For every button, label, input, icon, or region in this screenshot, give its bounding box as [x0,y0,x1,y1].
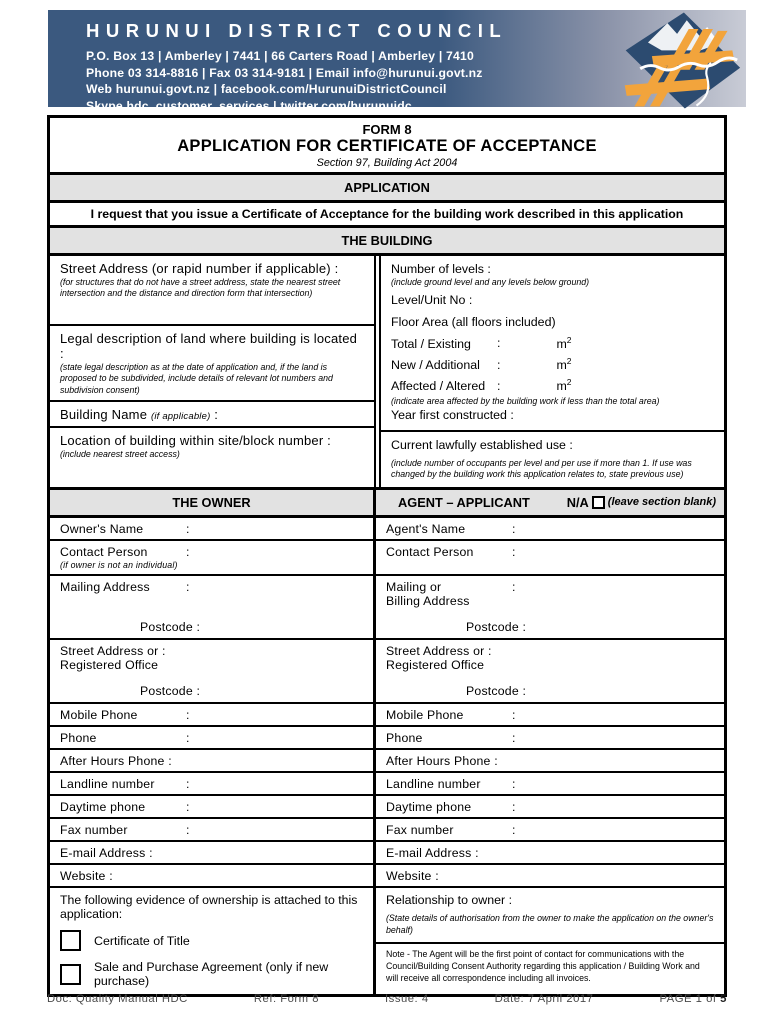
building-name-cell [50,402,374,428]
owner-field-cell [50,819,376,840]
agent-field-cell [376,727,724,748]
agent-field-cell [376,750,724,771]
field-colon: : [512,521,516,536]
level-unit-label: Level/Unit No : [391,293,473,308]
field-colon: : [186,708,190,723]
floor-area-new-row: New / Additional : $m^2$ [391,355,572,372]
owner-field-cell [50,773,376,794]
building-name-label: Building Name (if applicable) : [60,407,219,423]
field-colon: : [186,823,190,838]
relationship-note: (State details of authorisation from the owner to make the application on the owner's behalf) [386,913,714,935]
section-header-agent [376,490,724,515]
street-address-cell [50,256,374,326]
owner-agent-row [50,518,724,541]
street-address-label: Street Address (or rapid number if applicable) : [60,261,339,276]
section-header-the-owner: THE OWNER [50,490,376,515]
field-label: Daytime phone [386,800,472,815]
council-web-line: Web hurunui.govt.nz | facebook.com/HurunuiDistrictCouncil [86,82,447,97]
owner-field-cell [50,750,376,771]
na-checkbox[interactable] [592,496,605,509]
field-label: After Hours Phone [60,754,169,769]
owner-field-cell [50,796,376,817]
current-use-note: (include number of occupants per level and per use if more than 1. If use was changed by the building work this application relates to, state previous use) [391,458,692,480]
field-colon: : [168,754,172,769]
building-location-cell [50,428,374,487]
owner-agent-row [50,640,724,704]
field-label: After Hours Phone [386,754,495,769]
field-label: Mobile Phone [60,708,138,723]
owner-agent-rows [50,518,724,888]
request-statement: I request that you issue a Certificate of Acceptance for the building work described in this application [50,203,724,228]
field-colon: : [109,869,113,884]
owner-agent-row [50,576,724,640]
building-location-note: (include nearest street access) [60,449,180,460]
na-note: (leave section blank) [607,496,716,509]
agent-field-cell [376,518,724,539]
council-social-line: Skype hdc_customer_services | twitter.com/hurunuidc [86,98,412,113]
sale-purchase-row [60,960,363,988]
field-colon: : [512,777,516,792]
field-label: Fax number [386,823,454,838]
owner-agent-row [50,819,724,842]
owner-field-cell [50,704,376,725]
number-of-levels-label: Number of levels : [391,262,491,276]
agent-field-cell [376,773,724,794]
field-colon: : [435,869,439,884]
owner-agent-row [50,773,724,796]
field-colon: : [512,580,516,595]
agent-field-cell [376,865,724,886]
postcode-label: Postcode : [466,620,527,635]
form-subtitle: Section 97, Building Act 2004 [316,157,458,169]
field-colon: : [186,777,190,792]
postcode-label: Postcode : [140,684,201,699]
field-colon: : [512,823,516,838]
agent-field-cell [376,842,724,863]
field-label: Street Address or [386,644,489,659]
na-label: N/A [566,494,589,510]
floor-area-affected-row: Affected / Altered : $m^2$ [391,376,572,393]
field-label: Contact Person [60,544,148,559]
owner-field-cell [50,518,376,539]
postcode-label: Postcode : [466,684,527,699]
owner-agent-row [50,865,724,888]
agent-field-cell [376,576,724,638]
building-name-inline-note: (if applicable) [150,411,211,423]
field-colon: : [186,731,190,746]
legal-description-note: (state legal description as at the date of application and, if the land is proposed to be subdivided, include details of relevant lot numbers and subdivision consent) [60,362,333,395]
legal-description-cell [50,326,374,402]
evidence-intro: The following evidence of ownership is attached to this application: [60,893,358,922]
owner-agent-row [50,842,724,865]
field-label: Contact Person [386,544,474,559]
field-label: Website [60,869,110,884]
certificate-of-title-label: Certificate of Title [94,933,190,948]
section-header-the-building: THE BUILDING [50,228,724,256]
floor-area-total-row: Total / Existing : $m^2$ [391,334,572,351]
agent-field-cell [376,640,724,702]
owner-agent-row [50,704,724,727]
field-colon: : [186,800,190,815]
sale-purchase-checkbox[interactable] [60,964,81,985]
agent-field-cell [376,796,724,817]
field-label-line2: Registered Office [386,658,485,673]
field-label-line2: Billing Address [386,594,470,609]
section-header-application: APPLICATION [50,175,724,203]
postcode-label: Postcode : [140,620,201,635]
evidence-cell [50,888,376,994]
owner-field-cell [50,640,376,702]
field-colon: : [149,846,153,861]
agent-first-contact-note: Note - The Agent will be the first point of contact for communications with the Council/Building Consent Authority regarding this application / Building Work and will receive all correspondence including all invoices. [386,949,700,983]
floor-area-label: Floor Area (all floors included) [391,315,556,330]
agent-na-group [567,495,716,510]
agent-field-cell [376,704,724,725]
relationship-label: Relationship to owner : [386,893,513,908]
owner-field-cell [50,541,376,574]
floor-area-note: (indicate area affected by the building work if less than the total area) [391,395,660,406]
owner-agent-row [50,750,724,773]
field-colon: : [494,754,498,769]
field-label: Landline number [60,777,155,792]
field-colon: : [512,800,516,815]
field-label: Phone [60,731,97,746]
field-label: Daytime phone [60,800,146,815]
owner-field-cell [50,865,376,886]
street-address-note: (for structures that do not have a street address, state the nearest street intersection and the distance and direction form that intersection) [60,277,341,299]
relationship-to-owner [376,888,724,944]
building-right-column [379,256,724,487]
field-label: Owner's Name [60,521,144,536]
field-note: (if owner is not an individual) [60,559,178,570]
field-colon: : [186,521,190,536]
owner-field-cell [50,842,376,863]
number-of-levels-note: (include ground level and any levels below ground) [391,277,590,287]
field-label: Mailing or [386,580,442,595]
council-logo-icon [584,9,744,112]
owner-agent-header [50,490,724,518]
council-phone-line: Phone 03 314-8816 | Fax 03 314-9181 | Email info@hurunui.govt.nz [86,65,483,80]
field-label: Fax number [60,823,128,838]
current-use-cell [381,432,724,487]
field-label: E-mail Address [386,846,476,861]
footer-date: Date: 7 April 2017 [494,993,594,1005]
council-address-line: P.O. Box 13 | Amberley | 7441 | 66 Carters Road | Amberley | 7410 [86,49,474,63]
evidence-relationship-row [50,888,724,994]
page-footer [47,993,727,1005]
building-levels-cell [381,256,724,432]
year-constructed-label: Year first constructed : [391,408,514,423]
certificate-of-title-row [60,930,363,951]
footer-issue: Issue: 4 [385,993,429,1005]
agent-field-cell [376,819,724,840]
field-colon: : [186,580,190,595]
field-colon: : [162,644,166,659]
field-label-line2: Registered Office [60,658,159,673]
footer-page: PAGE 1 of 5 [659,993,727,1005]
building-location-label: Location of building within site/block number : [60,433,331,449]
certificate-of-title-checkbox[interactable] [60,930,81,951]
building-section [50,256,724,490]
owner-field-cell [50,727,376,748]
form-title: APPLICATION FOR CERTIFICATE OF ACCEPTANCE [177,137,597,155]
sale-purchase-label: Sale and Purchase Agreement (only if new purchase) [94,960,329,989]
field-colon: : [488,644,492,659]
field-label: Agent's Name [386,521,466,536]
field-colon: : [186,544,190,559]
council-name: HURUNUI DISTRICT COUNCIL [86,20,508,41]
agent-field-cell [376,541,724,574]
field-colon: : [512,731,516,746]
field-colon: : [512,544,516,559]
legal-description-label: Legal description of land where building is located : [60,331,358,361]
building-left-column [50,256,376,487]
field-label: Mailing Address [60,580,150,595]
form-table [47,115,727,997]
field-label: Mobile Phone [386,708,464,723]
footer-ref: Ref: Form 8 [253,993,320,1005]
form-number: FORM 8 [362,122,412,137]
field-label: Landline number [386,777,481,792]
form-title-block [50,118,724,175]
owner-agent-row [50,541,724,576]
field-colon: : [475,846,479,861]
agent-applicant-label: AGENT – APPLICANT [398,494,530,510]
owner-agent-row [50,796,724,819]
owner-agent-row [50,727,724,750]
field-label: Phone [386,731,423,746]
field-label: Website [386,869,436,884]
relationship-cell [376,888,724,994]
owner-field-cell [50,576,376,638]
letterhead-band [48,10,746,113]
field-label: Street Address or [60,644,163,659]
field-label: E-mail Address [60,846,150,861]
field-colon: : [512,708,516,723]
footer-doc: Doc: Quality Manual HDC [47,993,188,1005]
current-use-label: Current lawfully established use : [391,438,573,452]
